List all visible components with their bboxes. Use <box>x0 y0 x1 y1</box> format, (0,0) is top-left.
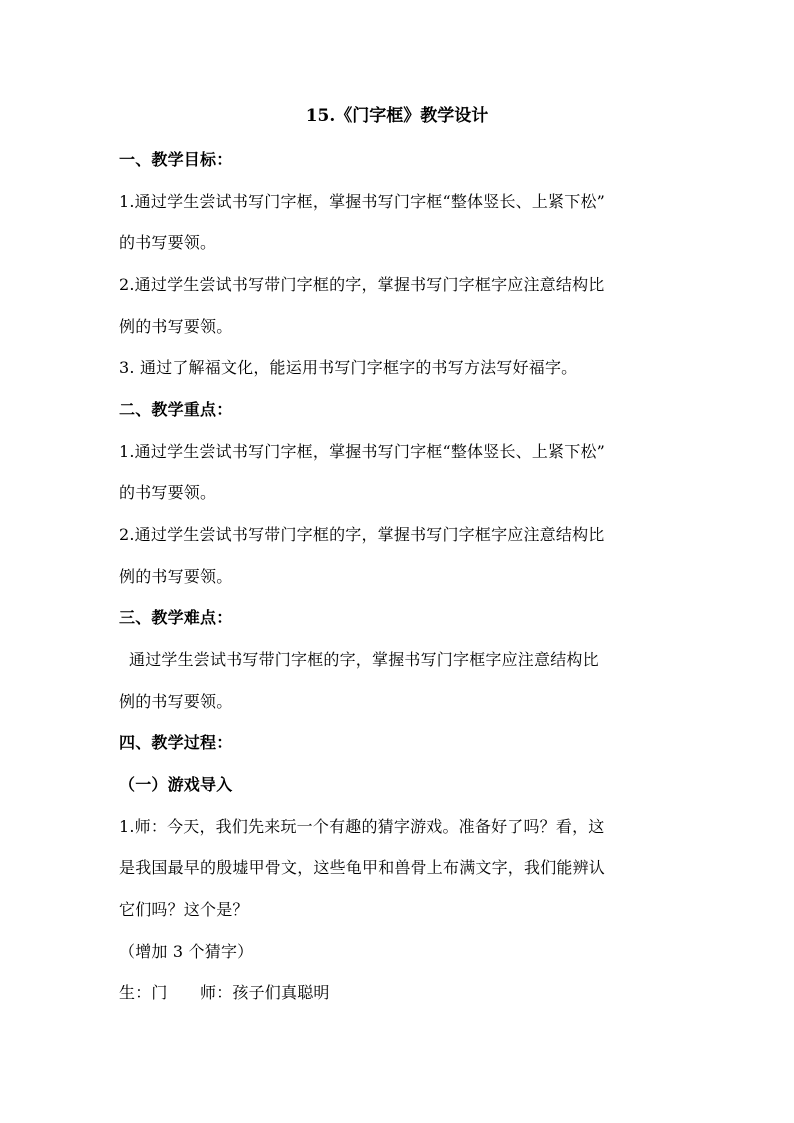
key-point-2-line-2: 例的书写要领。 <box>119 567 233 586</box>
paragraph-1-line-3: 它们吗？这个是？ <box>119 900 249 919</box>
objective-1-line-1: 1.通过学生尝试书写门字框，掌握书写门字框“整体竖长、上紧下松” <box>119 192 606 211</box>
paragraph-3: 生：门 师：孩子们真聪明 <box>119 983 330 1002</box>
key-point-1-line-1: 1.通过学生尝试书写门字框，掌握书写门字框“整体竖长、上紧下松” <box>119 442 606 461</box>
paragraph-1-line-1: 1.师：今天，我们先来玩一个有趣的猜字游戏。准备好了吗？看，这 <box>119 817 605 836</box>
document-title: 15.《门字框》教学设计 <box>305 106 489 126</box>
subsection-heading-game: （一）游戏导入 <box>119 775 233 794</box>
key-point-2-line-1: 2.通过学生尝试书写带门字框的字，掌握书写门字框字应注意结构比 <box>119 525 605 544</box>
paragraph-1-line-2: 是我国最早的殷墟甲骨文，这些龟甲和兽骨上布满文字，我们能辨认 <box>119 858 606 877</box>
section-heading-process: 四、教学过程： <box>119 733 233 752</box>
section-heading-difficulties: 三、教学难点： <box>119 608 233 627</box>
key-point-1-line-2: 的书写要领。 <box>119 483 217 502</box>
section-heading-objectives: 一、教学目标： <box>119 150 233 169</box>
difficulty-line-2: 例的书写要领。 <box>119 692 233 711</box>
objective-2-line-1: 2.通过学生尝试书写带门字框的字，掌握书写门字框字应注意结构比 <box>119 275 605 294</box>
difficulty-line-1: 通过学生尝试书写带门字框的字，掌握书写门字框字应注意结构比 <box>129 650 599 669</box>
objective-2-line-2: 例的书写要领。 <box>119 317 233 336</box>
objective-1-line-2: 的书写要领。 <box>119 233 217 252</box>
paragraph-2: （增加 3 个猜字） <box>119 942 254 961</box>
section-heading-key-points: 二、教学重点： <box>119 400 233 419</box>
objective-3: 3. 通过了解福文化，能运用书写门字框字的书写方法写好福字。 <box>119 358 578 377</box>
